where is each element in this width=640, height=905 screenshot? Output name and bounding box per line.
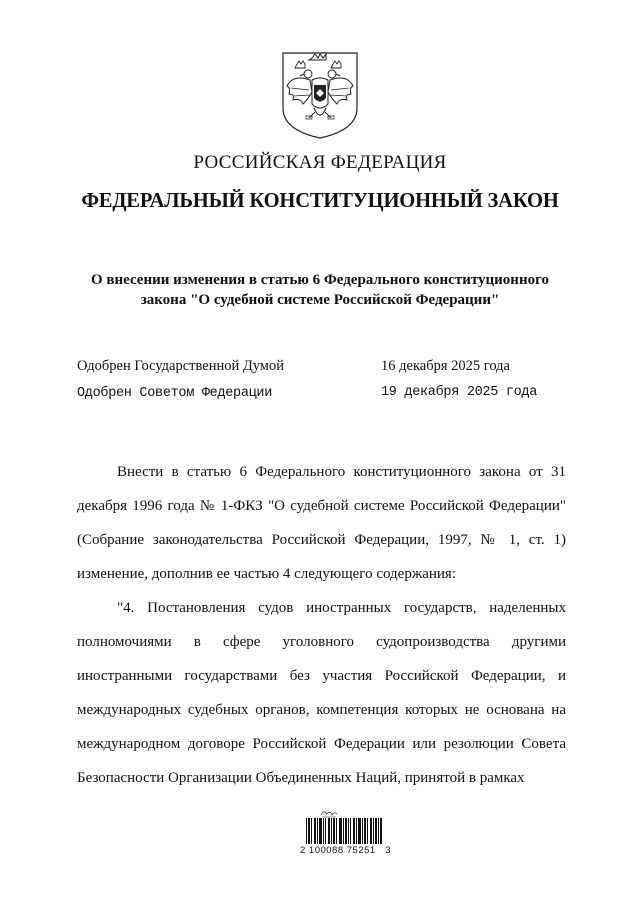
approval-council-label: Одобрен Советом Федерации [77,386,273,401]
law-title-line-1: О внесении изменения в статью 6 Федерального конституционного [90,272,550,288]
approval-duma-label: Одобрен Государственной Думой [77,358,284,374]
law-body [77,455,566,795]
body-paragraph-2: "4. Постановления судов иностранных государств, наделенных полномочиями в сфере уголовного судопроизводства другими иностранными государствами без участия Российской Федерации, и международных судебных органов, компетенция которых не основана на международном договоре Российской Федерации или резолюции Совета Безопасности Организации Объединенных Наций, принятой в рамках [77,600,566,786]
approval-council-date: 19 декабря 2025 года [381,385,538,400]
country-heading: РОССИЙСКАЯ ФЕДЕРАЦИЯ [193,152,447,173]
law-title-line-2: закона "О судебной системе Российской Федерации" [140,292,500,308]
barcode-number: 2 100088 75251 3 [300,845,391,856]
approval-duma-date: 16 декабря 2025 года [381,358,510,374]
barcode-icon [306,818,382,844]
stamp-mark-icon [320,808,338,818]
law-type-heading: ФЕДЕРАЛЬНЫЙ КОНСТИТУЦИОННЫЙ ЗАКОН [81,188,559,212]
body-paragraph-1: Внести в статью 6 Федерального конституционного закона от 31 декабря 1996 года № 1-ФКЗ "О судебной системе Российской Федерации" (Собрание законодательства Российской Федерации, 1997, № 1, ст. 1) изменение, дополнив ее частью 4 следующего содержания: [77,464,566,582]
russian-coat-of-arms-icon [279,50,361,140]
law-title [60,270,580,310]
